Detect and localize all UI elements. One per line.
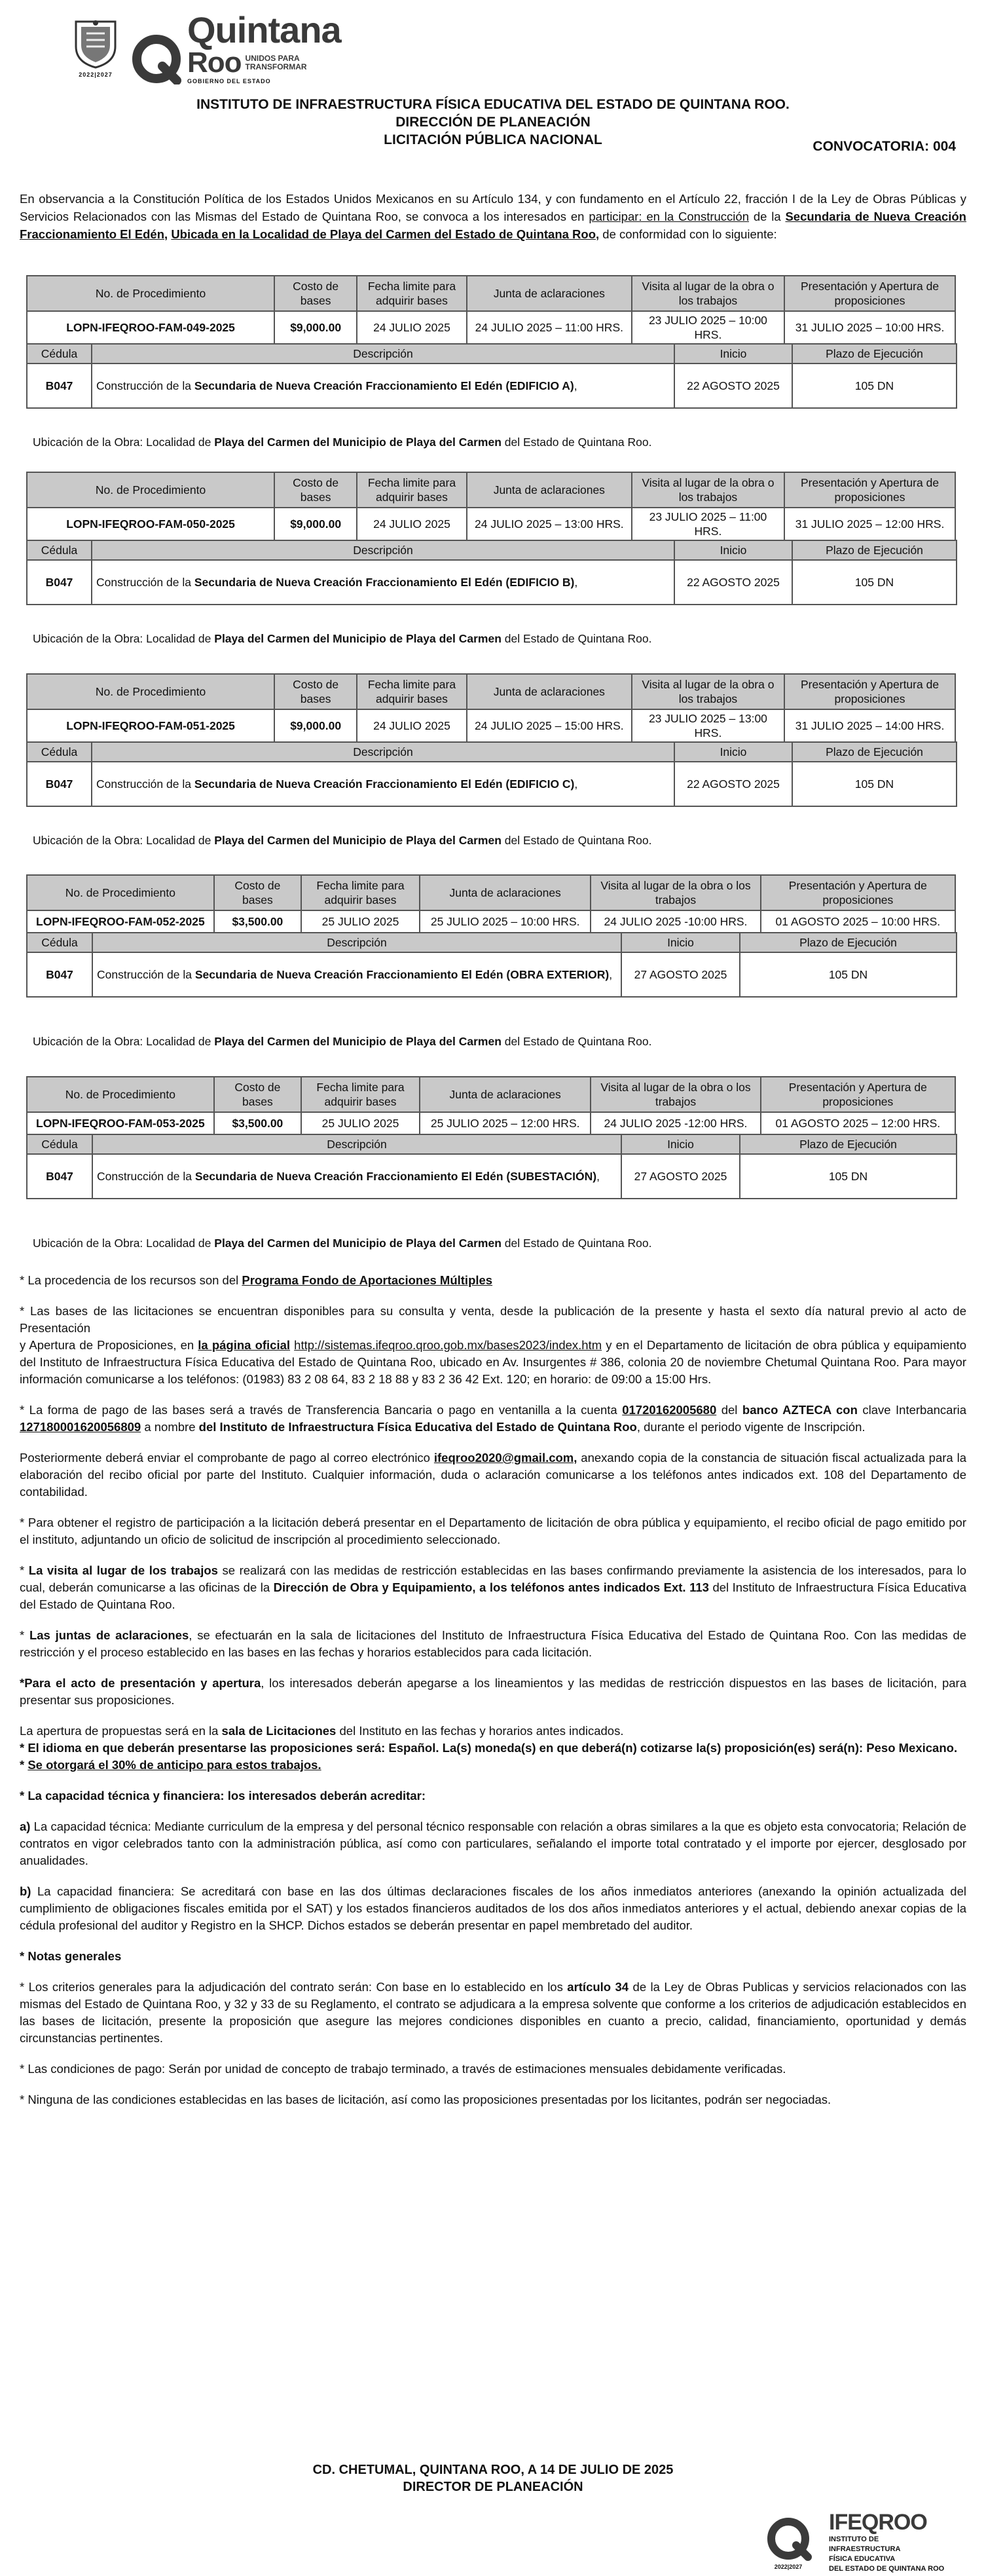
note-text: del Instituto en las fechas y horarios antes indicados. xyxy=(336,1724,624,1738)
location-municipality: Playa del Carmen del Municipio de Playa del Carmen xyxy=(214,834,502,847)
work-location xyxy=(33,436,652,449)
column-header-fecha: Fecha limite para adquirir bases xyxy=(357,674,467,709)
cell-costo: $3,500.00 xyxy=(214,1112,301,1134)
tender-title: LICITACIÓN PÚBLICA NACIONAL xyxy=(384,132,602,147)
column-header-visita: Visita al lugar de la obra o los trabajos xyxy=(632,674,784,709)
location-text: Ubicación de la Obra: Localidad de xyxy=(33,436,215,449)
work-table xyxy=(26,1134,957,1199)
location-municipality: Playa del Carmen del Municipio de Playa del Carmen xyxy=(214,1035,502,1048)
note-text-bold: * El idioma en que deberán presentarse las proposiciones será: Español. La(s) moneda(s) en que deberá(n) cotizarse la(s) proposición(es) será(n): Peso Mexicano. xyxy=(20,1741,958,1755)
cell-descripcion xyxy=(92,952,621,997)
intro-school-name: Secundaria de Nueva Creación Fraccionamiento El Edén, xyxy=(20,210,966,241)
note-registration: * Para obtener el registro de participación a la licitación deberá presentar en el Departamento de licitación de obra pública y equipamiento, el recibo oficial de pago emitido por el instituto, adjuntando un oficio de solicitud de inscripción al procedimiento seleccionado. xyxy=(20,1516,966,1546)
convocatoria-number: CONVOCATORIA: 004 xyxy=(813,139,956,154)
column-header-plazo: Plazo de Ejecución xyxy=(740,1134,957,1154)
column-header-descripcion: Descripción xyxy=(92,1134,621,1154)
procedure-block xyxy=(26,275,956,409)
location-text: Ubicación de la Obra: Localidad de xyxy=(33,1237,215,1250)
column-header-cedula: Cédula xyxy=(27,344,92,364)
work-header-row xyxy=(27,742,957,762)
column-header-plazo: Plazo de Ejecución xyxy=(792,540,957,560)
intro-text: En observancia a la xyxy=(20,192,134,206)
cell-cedula: B047 xyxy=(27,762,92,806)
column-header-fecha: Fecha limite para adquirir bases xyxy=(357,276,467,311)
work-location xyxy=(33,632,652,646)
note-text-bold: Dirección de Obra y Equipamiento, a los teléfonos antes indicados Ext. 113 xyxy=(273,1580,709,1594)
note-item-marker: b) xyxy=(20,1884,31,1898)
note-text-bold: artículo 34 xyxy=(567,1980,629,1994)
column-header-cedula: Cédula xyxy=(27,540,92,560)
work-table xyxy=(26,932,957,998)
cell-descripcion xyxy=(92,762,674,806)
work-location xyxy=(33,1237,652,1250)
note-text: anexando copia de la constancia de situación fiscal actualizada para la elaboración del recibo oficial por parte del Instituto. Cualquier información, duda o aclaración comunicarse a los teléfonos antes indicados ext. 108 del Departamento de contabilidad. xyxy=(20,1451,966,1499)
desc-prefix: Construcción de la xyxy=(96,379,194,392)
cell-inicio: 22 AGOSTO 2025 xyxy=(674,762,792,806)
note-technical xyxy=(20,1818,966,1869)
note-text: * Las bases de las licitaciones se encuentran disponibles para su consulta y venta, desde la publicación de la presente y hasta el sexto día natural previo al acto de Presentación xyxy=(20,1304,966,1335)
signatory-title: DIRECTOR DE PLANEACIÓN xyxy=(403,2480,583,2494)
desc-school: Secundaria de Nueva Creación Fraccionamiento El Edén xyxy=(194,379,503,392)
ifeqroo-logo xyxy=(759,2510,945,2573)
column-header-inicio: Inicio xyxy=(674,540,792,560)
cell-plazo: 105 DN xyxy=(792,560,957,605)
note-text-bold: del Instituto de Infraestructura Física Educativa del Estado de Quintana Roo xyxy=(198,1420,637,1434)
column-header-descripcion: Descripción xyxy=(92,540,674,560)
work-row xyxy=(27,762,957,806)
interbank-code: 127180001620056809 xyxy=(20,1420,141,1434)
intro-text: Constitución Política de los Estados Unidos Mexicanos en su Artículo 134, y con fundamento en el Artículo 22, fracción I de la Ley de Obras Públicas y Servicios Relacionados con las Mismas del Estado de Quintana Roo, se convoca a los interesados en xyxy=(20,192,966,223)
bank-name: banco AZTECA con xyxy=(742,1403,858,1417)
bases-link[interactable]: http://sistemas.ifeqroo.qroo.gob.mx/bases2023/index.htm xyxy=(294,1338,602,1352)
note-text: y en el Departamento de licitación de obra pública y equipamiento del Instituto de Infraestructura Física Educativa del Estado de Quintana Roo, ubicado en Av. Insurgentes # 386, colonia 20 de noviembre Chetumal Quintana Roo. Para mayor información comunicarse a los teléfonos: (01983) 83 2 08 64, 83 2 18 88 y 83 2 36 42 Ext. 120; en horario: de 09:00 a 15:00 Hrs. xyxy=(20,1338,966,1386)
column-header-junta: Junta de aclaraciones xyxy=(420,1077,591,1112)
column-header-junta: Junta de aclaraciones xyxy=(467,674,632,709)
column-header-visita: Visita al lugar de la obra o los trabajos xyxy=(632,276,784,311)
work-table xyxy=(26,343,957,409)
intro-text: de conformidad con lo siguiente: xyxy=(599,227,777,241)
cell-visita: 23 JULIO 2025 – 10:00 HRS. xyxy=(632,311,784,344)
notes-section xyxy=(20,1272,966,2122)
note-text: clave Interbancaria xyxy=(857,1403,967,1417)
cell-fecha: 24 JULIO 2025 xyxy=(357,709,467,742)
location-text: del Estado de Quintana Roo. xyxy=(501,436,652,449)
column-header-costo: Costo de bases xyxy=(274,276,357,311)
quintana-roo-q-icon xyxy=(131,33,182,84)
schedule-row xyxy=(27,1112,955,1134)
cell-junta: 25 JULIO 2025 – 10:00 HRS. xyxy=(420,910,591,933)
cell-plazo: 105 DN xyxy=(740,952,957,997)
cell-procedimiento: LOPN-IFEQROO-FAM-049-2025 xyxy=(27,311,274,344)
note-text: de la Ley de Obras Publicas y servicios relacionados con las mismas del Estado de Quintana Roo, y 32 y 33 de su Reglamento, el contrato se adjudicara a la empresa solvente que conforme a los criterios de adjudicación establecidos en las bases de licitación, presente la proposición que asegure las mejores condiciones disponibles en cuanto a precio, calidad, financiamiento, oportunidad y demás circunstancias pertinentes. xyxy=(20,1980,967,2045)
desc-building: (EDIFICIO A) xyxy=(502,379,574,392)
column-header-procedimiento: No. de Procedimiento xyxy=(27,472,274,508)
note-site-visit xyxy=(20,1562,966,1613)
column-header-presentacion: Presentación y Apertura de proposiciones xyxy=(784,472,955,508)
work-location xyxy=(33,1035,652,1049)
cell-cedula: B047 xyxy=(27,1154,92,1199)
schedule-header-row xyxy=(27,674,955,709)
note-text: * xyxy=(20,1563,29,1577)
note-text: La capacidad técnica: Mediante curriculum de la empresa y del personal técnico responsable con relación a obras similares a la que es objeto esta convocatoria; Relación de contratos en vigor celebrados tanto con la administración pública, así como con particulares, señalando el importe total contratado y el importe por ejercer, desglosado por anualidades. xyxy=(20,1820,966,1867)
cell-inicio: 22 AGOSTO 2025 xyxy=(674,560,792,605)
note-text-bold: * Notas generales xyxy=(20,1949,122,1963)
desc-prefix: Construcción de la xyxy=(97,968,195,981)
note-text: * xyxy=(20,1628,29,1642)
note-text: , durante el periodo vigente de Inscripción. xyxy=(636,1420,866,1434)
cell-plazo: 105 DN xyxy=(740,1154,957,1199)
procedure-block xyxy=(26,472,956,605)
cell-procedimiento: LOPN-IFEQROO-FAM-052-2025 xyxy=(27,910,214,933)
schedule-row xyxy=(27,910,955,933)
location-municipality: Playa del Carmen del Municipio de Playa del Carmen xyxy=(214,436,502,449)
ifeqroo-q-icon xyxy=(759,2514,820,2570)
cell-procedimiento: LOPN-IFEQROO-FAM-051-2025 xyxy=(27,709,274,742)
note-text-bold: Las juntas de aclaraciones xyxy=(29,1628,189,1642)
column-header-costo: Costo de bases xyxy=(274,674,357,709)
column-header-cedula: Cédula xyxy=(27,1134,92,1154)
note-advance xyxy=(20,1757,966,1774)
cell-fecha: 24 JULIO 2025 xyxy=(357,311,467,344)
column-header-descripcion: Descripción xyxy=(92,742,674,762)
cell-costo: $3,500.00 xyxy=(214,910,301,933)
note-criteria xyxy=(20,1979,966,2047)
cell-fecha: 25 JULIO 2025 xyxy=(301,910,420,933)
header-logos xyxy=(72,9,341,84)
cell-presentacion: 01 AGOSTO 2025 – 12:00 HRS. xyxy=(761,1112,955,1134)
note-text: * Los criterios generales para la adjudicación del contrato serán: Con base en lo establecido en los xyxy=(20,1980,568,1994)
note-opening-room xyxy=(20,1723,966,1740)
note-text: del Instituto de Infraestructura Física Educativa del Estado de Quintana Roo. xyxy=(20,1580,966,1611)
contact-email[interactable]: ifeqroo2020@gmail.com, xyxy=(433,1451,577,1465)
note-financial xyxy=(20,1883,966,1934)
note-item-marker: a) xyxy=(20,1820,31,1833)
column-header-inicio: Inicio xyxy=(621,1134,740,1154)
work-row xyxy=(27,364,957,408)
cell-cedula: B047 xyxy=(27,952,92,997)
note-text-bold: * La capacidad técnica y financiera: los interesados deberán acreditar: xyxy=(20,1789,426,1802)
institute-title: INSTITUTO DE INFRAESTRUCTURA FÍSICA EDUCATIVA DEL ESTADO DE QUINTANA ROO. xyxy=(196,97,790,112)
column-header-junta: Junta de aclaraciones xyxy=(420,875,591,910)
desc-comma: , xyxy=(574,576,578,589)
column-header-descripcion: Descripción xyxy=(92,933,621,952)
location-text: Ubicación de la Obra: Localidad de xyxy=(33,834,215,847)
intro-paragraph xyxy=(20,190,966,243)
desc-comma: , xyxy=(574,379,577,392)
column-header-cedula: Cédula xyxy=(27,742,92,762)
note-payment xyxy=(20,1402,966,1436)
column-header-procedimiento: No. de Procedimiento xyxy=(27,1077,214,1112)
work-location xyxy=(33,834,652,848)
note-text-bold: *Para el acto de presentación y apertura xyxy=(20,1676,261,1690)
schedule-header-row xyxy=(27,276,955,311)
column-header-junta: Junta de aclaraciones xyxy=(467,472,632,508)
ifeqroo-subtitle-3: FÍSICA EDUCATIVA xyxy=(829,2555,896,2563)
desc-building: (EDIFICIO B) xyxy=(502,576,575,589)
cell-presentacion: 31 JULIO 2025 – 12:00 HRS. xyxy=(784,508,955,540)
intro-text: de la xyxy=(748,210,786,223)
note-funding xyxy=(20,1272,966,1289)
note-text: y Apertura de Proposiciones, en xyxy=(20,1338,198,1352)
note-presentation xyxy=(20,1675,966,1709)
cell-junta: 24 JULIO 2025 – 13:00 HRS. xyxy=(467,508,632,540)
ifeqroo-name: IFEQROO xyxy=(829,2510,927,2535)
desc-comma: , xyxy=(609,968,613,981)
schedule-row xyxy=(27,508,955,540)
column-header-presentacion: Presentación y Apertura de proposiciones xyxy=(784,276,955,311)
logo-quintana-text: Quintana xyxy=(187,9,341,50)
bank-account: 01720162005680 xyxy=(622,1403,717,1417)
column-header-visita: Visita al lugar de la obra o los trabajos xyxy=(632,472,784,508)
note-text: * La forma de pago de las bases será a través de Transferencia Bancaria o pago en ventanilla a la cuenta xyxy=(20,1403,623,1417)
cell-junta: 24 JULIO 2025 – 15:00 HRS. xyxy=(467,709,632,742)
schedule-table xyxy=(26,472,956,541)
column-header-inicio: Inicio xyxy=(674,344,792,364)
schedule-header-row xyxy=(27,472,955,508)
desc-building: (SUBESTACIÓN) xyxy=(503,1170,597,1183)
desc-school: Secundaria de Nueva Creación Fraccionamiento El Edén xyxy=(194,968,503,981)
note-text: La apertura de propuestas será en la xyxy=(20,1724,222,1738)
column-header-visita: Visita al lugar de la obra o los trabajos xyxy=(591,875,760,910)
work-header-row xyxy=(27,344,957,364)
desc-school: Secundaria de Nueva Creación Fraccionamiento El Edén xyxy=(194,576,503,589)
note-text-bold: sala de Licitaciones xyxy=(221,1724,337,1738)
cell-visita: 24 JULIO 2025 -10:00 HRS. xyxy=(591,910,760,933)
column-header-procedimiento: No. de Procedimiento xyxy=(27,674,274,709)
column-header-costo: Costo de bases xyxy=(214,875,301,910)
cell-plazo: 105 DN xyxy=(792,762,957,806)
note-text: * La procedencia de los recursos son del xyxy=(20,1273,242,1287)
column-header-descripcion: Descripción xyxy=(92,344,674,364)
cell-visita: 23 JULIO 2025 – 13:00 HRS. xyxy=(632,709,784,742)
closing xyxy=(0,2461,986,2495)
desc-prefix: Construcción de la xyxy=(96,576,194,589)
cell-fecha: 24 JULIO 2025 xyxy=(357,508,467,540)
cell-junta: 25 JULIO 2025 – 12:00 HRS. xyxy=(420,1112,591,1134)
direction-title: DIRECCIÓN DE PLANEACIÓN xyxy=(395,115,591,130)
column-header-costo: Costo de bases xyxy=(214,1077,301,1112)
work-table xyxy=(26,540,957,605)
footer-seal-tag: 2022|2027 xyxy=(774,2564,803,2570)
cell-cedula: B047 xyxy=(27,364,92,408)
location-text: del Estado de Quintana Roo. xyxy=(501,632,652,645)
column-header-fecha: Fecha limite para adquirir bases xyxy=(301,875,420,910)
location-text: del Estado de Quintana Roo. xyxy=(501,1035,652,1048)
column-header-inicio: Inicio xyxy=(621,933,740,952)
column-header-visita: Visita al lugar de la obra o los trabajos xyxy=(591,1077,760,1112)
work-header-row xyxy=(27,1134,957,1154)
column-header-presentacion: Presentación y Apertura de proposiciones xyxy=(761,875,955,910)
note-text-bold: La visita al lugar de los trabajos xyxy=(28,1563,218,1577)
column-header-plazo: Plazo de Ejecución xyxy=(740,933,957,952)
cell-visita: 24 JULIO 2025 -12:00 HRS. xyxy=(591,1112,760,1134)
location-text: Ubicación de la Obra: Localidad de xyxy=(33,632,215,645)
note-text: Posteriormente deberá enviar el comprobante de pago al correo electrónico xyxy=(20,1451,434,1465)
cell-inicio: 22 AGOSTO 2025 xyxy=(674,364,792,408)
schedule-table xyxy=(26,874,956,933)
cell-fecha: 25 JULIO 2025 xyxy=(301,1112,420,1134)
schedule-header-row xyxy=(27,1077,955,1112)
desc-building: (EDIFICIO C) xyxy=(502,777,575,791)
logo-gov-text: GOBIERNO DEL ESTADO xyxy=(187,77,271,84)
quintana-roo-logo xyxy=(131,9,341,84)
column-header-presentacion: Presentación y Apertura de proposiciones xyxy=(761,1077,955,1112)
cell-presentacion: 01 AGOSTO 2025 – 10:00 HRS. xyxy=(761,910,955,933)
intro-text-underlined: participar: en la Construcción xyxy=(589,210,749,223)
ifeqroo-subtitle-4: DEL ESTADO DE QUINTANA ROO xyxy=(829,2565,945,2573)
column-header-cedula: Cédula xyxy=(27,933,92,952)
cell-descripcion xyxy=(92,1154,621,1199)
cell-cedula: B047 xyxy=(27,560,92,605)
column-header-fecha: Fecha limite para adquirir bases xyxy=(301,1077,420,1112)
cell-junta: 24 JULIO 2025 – 11:00 HRS. xyxy=(467,311,632,344)
cell-inicio: 27 AGOSTO 2025 xyxy=(621,1154,740,1199)
cell-procedimiento: LOPN-IFEQROO-FAM-053-2025 xyxy=(27,1112,214,1134)
note-text-bold: * xyxy=(20,1758,28,1772)
note-clarifications xyxy=(20,1627,966,1661)
funding-program: Programa Fondo de Aportaciones Múltiples xyxy=(242,1273,493,1287)
cell-descripcion xyxy=(92,364,674,408)
cell-presentacion: 31 JULIO 2025 – 10:00 HRS. xyxy=(784,311,955,344)
work-header-row xyxy=(27,933,957,952)
location-text: del Estado de Quintana Roo. xyxy=(501,1237,652,1250)
cell-costo: $9,000.00 xyxy=(274,311,357,344)
column-header-plazo: Plazo de Ejecución xyxy=(792,742,957,762)
state-seal-icon xyxy=(72,18,119,78)
location-municipality: Playa del Carmen del Municipio de Playa del Carmen xyxy=(214,1237,502,1250)
note-text: del xyxy=(716,1403,742,1417)
procedure-block xyxy=(26,874,956,998)
column-header-procedimiento: No. de Procedimiento xyxy=(27,276,274,311)
location-municipality: Playa del Carmen del Municipio de Playa del Carmen xyxy=(214,632,502,645)
work-row xyxy=(27,1154,957,1199)
location-text: del Estado de Quintana Roo. xyxy=(501,834,652,847)
cell-procedimiento: LOPN-IFEQROO-FAM-050-2025 xyxy=(27,508,274,540)
cell-plazo: 105 DN xyxy=(792,364,957,408)
column-header-inicio: Inicio xyxy=(674,742,792,762)
schedule-table xyxy=(26,673,956,743)
column-header-plazo: Plazo de Ejecución xyxy=(792,344,957,364)
desc-comma: , xyxy=(574,777,578,791)
schedule-table xyxy=(26,275,956,345)
note-text: a nombre xyxy=(141,1420,199,1434)
seal-tag: 2022|2027 xyxy=(79,71,113,78)
desc-school: Secundaria de Nueva Creación Fraccionamiento El Edén xyxy=(194,1170,503,1183)
column-header-junta: Junta de aclaraciones xyxy=(467,276,632,311)
desc-school: Secundaria de Nueva Creación Fraccionamiento El Edén xyxy=(194,777,503,791)
note-no-negotiation: * Ninguna de las condiciones establecidas en las bases de licitación, así como las proposiciones presentadas por los licitantes, podrán ser negociadas. xyxy=(20,2093,831,2106)
ifeqroo-subtitle-2: INFRAESTRUCTURA xyxy=(829,2545,901,2553)
work-row xyxy=(27,560,957,605)
desc-comma: , xyxy=(596,1170,600,1183)
cell-presentacion: 31 JULIO 2025 – 14:00 HRS. xyxy=(784,709,955,742)
schedule-row xyxy=(27,311,955,344)
note-text: se realizará con las medidas de restricción establecidas en las bases confirmando previamente la asistencia de los interesados, para lo cual, deberán comunicarse a las oficinas de la xyxy=(20,1563,966,1594)
logo-tagline: UNIDOS PARA TRANSFORMAR xyxy=(245,53,307,71)
note-general-heading xyxy=(20,1948,966,1965)
column-header-costo: Costo de bases xyxy=(274,472,357,508)
column-header-fecha: Fecha limite para adquirir bases xyxy=(357,472,467,508)
note-bases xyxy=(20,1303,966,1388)
location-text: Ubicación de la Obra: Localidad de xyxy=(33,1035,215,1048)
note-payment-conditions: * Las condiciones de pago: Serán por unidad de concepto de trabajo terminado, a través de estimaciones mensuales debidamente verificadas. xyxy=(20,2062,786,2076)
work-table xyxy=(26,741,957,807)
desc-building: (OBRA EXTERIOR) xyxy=(503,968,610,981)
cell-costo: $9,000.00 xyxy=(274,508,357,540)
cell-descripcion xyxy=(92,560,674,605)
work-row xyxy=(27,952,957,997)
cell-costo: $9,000.00 xyxy=(274,709,357,742)
schedule-header-row xyxy=(27,875,955,910)
cell-visita: 23 JULIO 2025 – 11:00 HRS. xyxy=(632,508,784,540)
procedure-block xyxy=(26,1076,956,1199)
desc-prefix: Construcción de la xyxy=(96,777,194,791)
schedule-row xyxy=(27,709,955,742)
note-text: , los interesados deberán apegarse a los lineamientos y las medidas de restricción dispuestos en las bases de licitación, para presentar sus proposiciones. xyxy=(20,1676,966,1707)
note-language xyxy=(20,1740,966,1757)
note-text: La capacidad financiera: Se acreditará con base en las dos últimas declaraciones fiscales de los años inmediatos anteriores (anexando la opinión actualizada del cumplimiento de obligaciones fiscales emitida por el SAT) y los estados financieros auditados de los dos años inmediatos anteriores y el actual, debiendo anexar copias de la cédula profesional del auditor y Registro en la SHCP. Dichos estados se deberán presentar en papel membretado del auditor. xyxy=(20,1884,966,1932)
ifeqroo-subtitle-1: INSTITUTO DE xyxy=(829,2535,879,2543)
logo-roo-text: Roo xyxy=(187,46,242,79)
schedule-table xyxy=(26,1076,956,1135)
note-text: , se efectuarán en la sala de licitaciones del Instituto de Infraestructura Física Educativa del Estado de Quintana Roo. Con las medidas de restricción y el proceso establecido en las bases en las fechas y horarios establecidos para cada licitación. xyxy=(20,1628,967,1659)
desc-prefix: Construcción de la xyxy=(97,1170,195,1183)
column-header-presentacion: Presentación y Apertura de proposiciones xyxy=(784,674,955,709)
note-capacity xyxy=(20,1787,966,1804)
cell-inicio: 27 AGOSTO 2025 xyxy=(621,952,740,997)
column-header-procedimiento: No. de Procedimiento xyxy=(27,875,214,910)
work-header-row xyxy=(27,540,957,560)
intro-location: Ubicada en la Localidad de Playa del Carmen del Estado de Quintana Roo, xyxy=(171,227,600,241)
procedure-block xyxy=(26,673,956,807)
advance-payment: Se otorgará el 30% de anticipo para estos trabajos. xyxy=(27,1758,321,1772)
place-date: CD. CHETUMAL, QUINTANA ROO, A 14 DE JULIO DE 2025 xyxy=(312,2463,674,2477)
note-receipt xyxy=(20,1449,966,1501)
note-text-bold: la página oficial xyxy=(198,1338,291,1352)
